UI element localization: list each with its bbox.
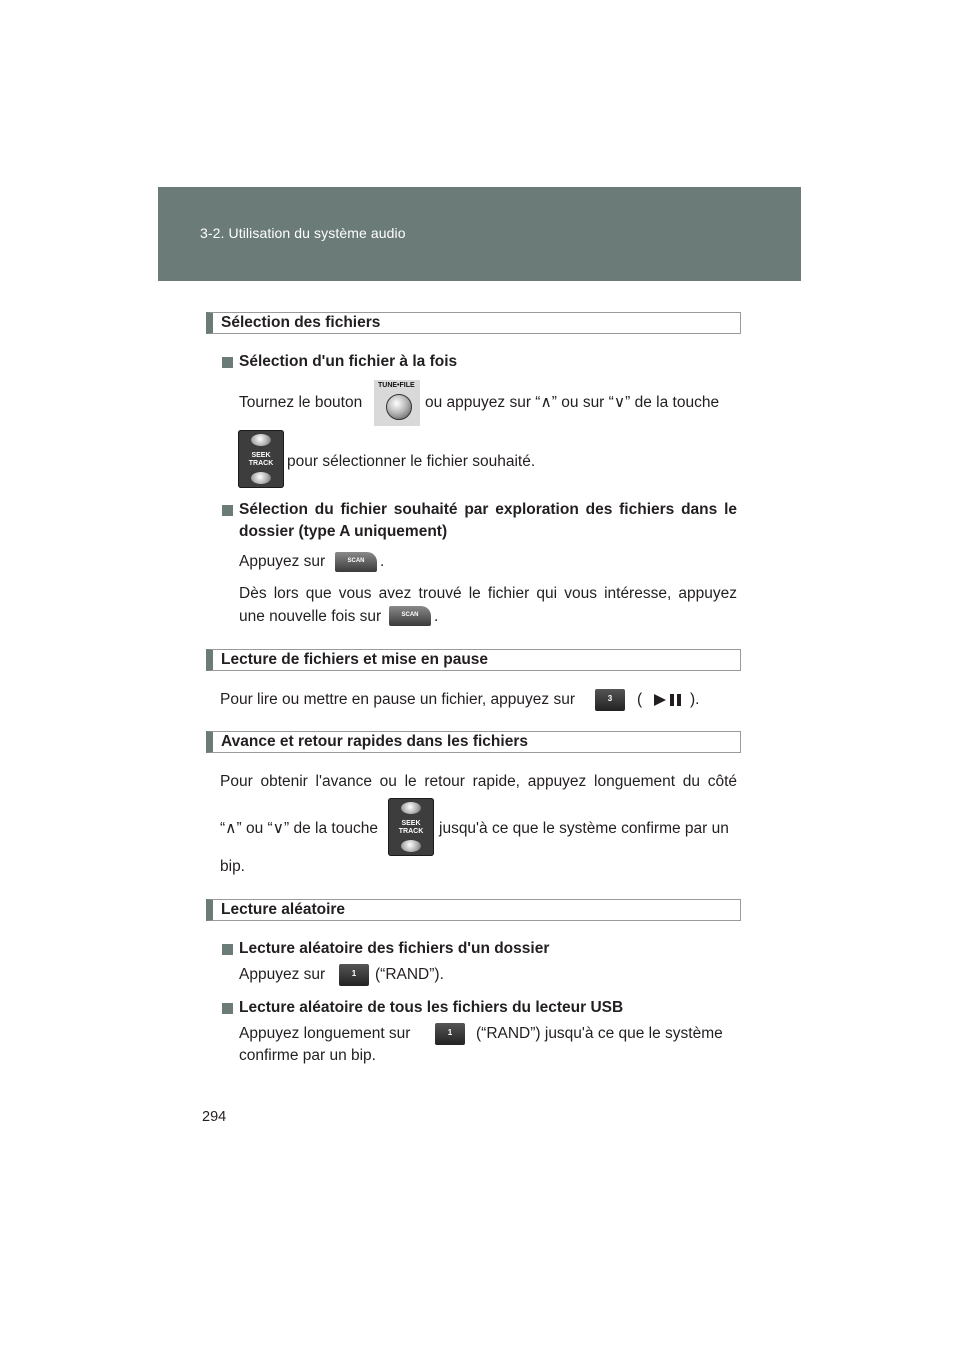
body-text: pour sélectionner le fichier souhaité. [287, 453, 536, 470]
play-pause-icon [652, 692, 686, 708]
chevron-up-icon [401, 802, 421, 814]
bullet-square-icon [222, 944, 233, 955]
chevron-down-icon [401, 840, 421, 852]
body-text: jusqu'à ce que le système confirme par un [439, 820, 729, 837]
breadcrumb: 3-2. Utilisation du système audio [200, 225, 406, 241]
seek-track-button-icon [238, 430, 284, 488]
preset-1-button-icon [435, 1023, 465, 1045]
seek-track-label: SEEK TRACK [398, 820, 424, 835]
body-text: confirme par un bip. [239, 1047, 376, 1064]
preset-label: 1 [351, 969, 357, 978]
body-text: Appuyez sur [239, 553, 326, 570]
body-text: Pour obtenir l'avance ou le retour rapide, appuyez longuement du côté [220, 773, 737, 790]
section-heading-random-playback [206, 899, 741, 921]
preset-label: 1 [447, 1028, 453, 1037]
subheading: Lecture aléatoire de tous les fichiers du lecteur USB [239, 999, 624, 1016]
section-title: Sélection des fichiers [221, 314, 381, 331]
body-text: . [434, 608, 439, 625]
scan-button-icon [389, 606, 431, 626]
section-heading-fast-forward-rewind [206, 731, 741, 753]
body-text: ou appuyez sur “∧” ou sur “∨” de la touche [425, 394, 720, 411]
body-text: Appuyez sur [239, 966, 326, 983]
subheading: Sélection du fichier souhaité par exploration des fichiers dans le [239, 501, 737, 518]
preset-1-button-icon [339, 964, 369, 986]
preset-3-button-icon [595, 689, 625, 711]
chevron-up-icon [251, 434, 271, 446]
header-band [158, 187, 801, 281]
body-text: ). [690, 691, 700, 708]
knob-label: TUNE•FILE [378, 382, 415, 389]
preset-label: 3 [607, 694, 613, 703]
section-title: Lecture aléatoire [221, 901, 346, 918]
body-text: . [380, 553, 385, 570]
body-text: Pour lire ou mettre en pause un fichier, appuyez sur [220, 691, 575, 708]
scan-button-icon [335, 552, 377, 572]
subheading: Lecture aléatoire des fichiers d'un dossier [239, 940, 550, 957]
body-text: (“RAND”). [375, 966, 444, 983]
body-text: Tournez le bouton [239, 394, 363, 411]
seek-track-button-icon [388, 798, 434, 856]
section-heading-play-pause [206, 649, 741, 671]
body-text: ( [637, 691, 643, 708]
scan-label: SCAN [401, 612, 419, 618]
bullet-square-icon [222, 1003, 233, 1014]
section-heading-file-selection [206, 312, 741, 334]
body-text: bip. [220, 858, 245, 875]
section-title: Avance et retour rapides dans les fichiers [221, 733, 528, 750]
body-text: (“RAND”) jusqu'à ce que le système [476, 1025, 723, 1042]
bullet-square-icon [222, 505, 233, 516]
body-text: “∧” ou “∨” de la touche [220, 820, 378, 837]
body-text: Dès lors que vous avez trouvé le fichier qui vous intéresse, appuyez [239, 585, 737, 602]
dial-icon [386, 394, 412, 420]
subheading: dossier (type A uniquement) [239, 523, 448, 540]
bullet-square-icon [222, 357, 233, 368]
chevron-down-icon [251, 472, 271, 484]
scan-label: SCAN [347, 558, 365, 564]
body-text: Appuyez longuement sur [239, 1025, 411, 1042]
subheading: Sélection d'un fichier à la fois [239, 353, 458, 370]
body-text: une nouvelle fois sur [239, 608, 382, 625]
section-title: Lecture de fichiers et mise en pause [221, 651, 489, 668]
tune-file-knob-icon [374, 380, 420, 426]
seek-track-label: SEEK TRACK [248, 452, 274, 467]
page-number: 294 [202, 1109, 227, 1125]
